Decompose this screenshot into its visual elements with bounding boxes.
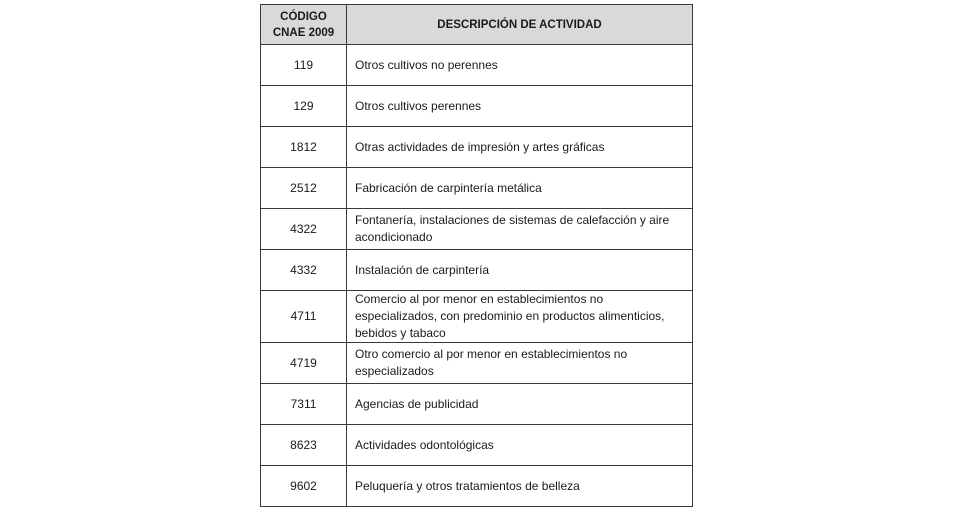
row-description: Otro comercio al por menor en establecimientos no especializados bbox=[347, 343, 693, 384]
row-code: 4711 bbox=[261, 291, 347, 343]
row-description: Peluquería y otros tratamientos de belleza bbox=[347, 466, 693, 507]
row-code: 4332 bbox=[261, 250, 347, 291]
table-row bbox=[261, 86, 693, 127]
table-row bbox=[261, 127, 693, 168]
row-description: Fontanería, instalaciones de sistemas de calefacción y aire acondicionado bbox=[347, 209, 693, 250]
row-description: Instalación de carpintería bbox=[347, 250, 693, 291]
row-description: Otros cultivos no perennes bbox=[347, 45, 693, 86]
row-code: 4322 bbox=[261, 209, 347, 250]
table-row bbox=[261, 250, 693, 291]
row-code: 119 bbox=[261, 45, 347, 86]
row-code: 8623 bbox=[261, 425, 347, 466]
header-code: CÓDIGO CNAE 2009 bbox=[261, 5, 347, 45]
table-body bbox=[261, 45, 693, 507]
cnae-activity-table bbox=[260, 4, 693, 507]
row-description: Otras actividades de impresión y artes gráficas bbox=[347, 127, 693, 168]
row-code: 1812 bbox=[261, 127, 347, 168]
table-row bbox=[261, 168, 693, 209]
row-description: Otros cultivos perennes bbox=[347, 86, 693, 127]
row-description: Actividades odontológicas bbox=[347, 425, 693, 466]
table-row bbox=[261, 45, 693, 86]
row-code: 2512 bbox=[261, 168, 347, 209]
table-row bbox=[261, 291, 693, 343]
table-row bbox=[261, 466, 693, 507]
row-code: 9602 bbox=[261, 466, 347, 507]
table-row bbox=[261, 343, 693, 384]
row-code: 129 bbox=[261, 86, 347, 127]
row-description: Agencias de publicidad bbox=[347, 384, 693, 425]
cnae-activity-table-container bbox=[260, 4, 692, 507]
row-description: Fabricación de carpintería metálica bbox=[347, 168, 693, 209]
header-row bbox=[261, 5, 693, 45]
row-code: 7311 bbox=[261, 384, 347, 425]
header-description: DESCRIPCIÓN DE ACTIVIDAD bbox=[347, 5, 693, 45]
row-code: 4719 bbox=[261, 343, 347, 384]
table-row bbox=[261, 384, 693, 425]
table-header bbox=[261, 5, 693, 45]
row-description: Comercio al por menor en establecimientos no especializados, con predominio en productos alimenticios, bebidos y tabaco bbox=[347, 291, 693, 343]
table-row bbox=[261, 209, 693, 250]
table-row bbox=[261, 425, 693, 466]
